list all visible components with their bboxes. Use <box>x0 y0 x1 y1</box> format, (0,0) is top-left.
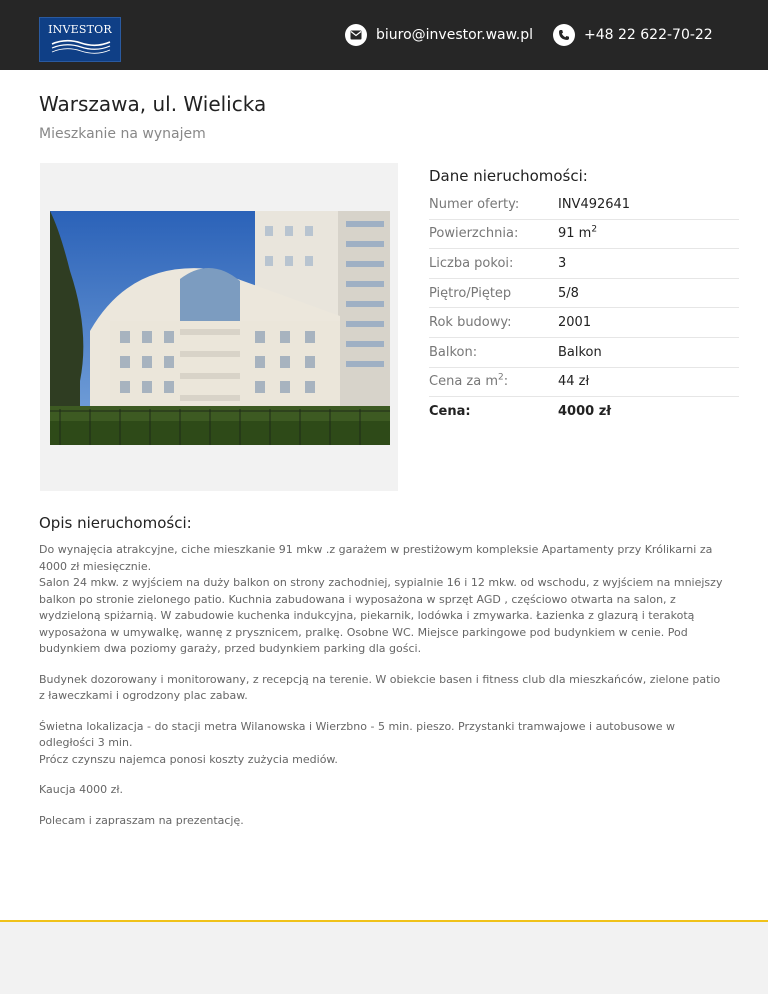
detail-label-suffix: : <box>503 374 509 390</box>
detail-label: Liczba pokoi: <box>429 255 514 271</box>
detail-label: Numer oferty: <box>429 196 520 212</box>
detail-label: Powierzchnia: <box>429 226 519 242</box>
detail-value: 4000 zł <box>558 404 612 420</box>
detail-row-floor <box>429 279 739 309</box>
photo-frame <box>40 163 398 491</box>
detail-row-rooms <box>429 249 739 279</box>
detail-row-balcony <box>429 338 739 368</box>
description-paragraph: Budynek dozorowany i monitorowany, z recepcją na terenie. W obiekcie basen i fitness club dla mieszkańców, zielone patio z ławeczkami i ogrodzony plac zabaw. <box>39 672 721 702</box>
detail-value: 2001 <box>558 315 592 331</box>
detail-value-wrap <box>558 226 597 241</box>
phone-icon <box>553 24 575 46</box>
detail-label: Balkon: <box>429 344 478 360</box>
detail-label: Cena za m <box>429 374 498 390</box>
description-paragraph: Świetna lokalizacja - do stacji metra Wilanowska i Wierzbno - 5 min. pieszo. Przystanki tramwajowe i autobusowe w odległości 3 min. Prócz czynszu najemca ponosi koszty zużycia mediów. <box>39 719 676 766</box>
description-heading: Opis nieruchomości: <box>39 514 192 532</box>
contact-email[interactable] <box>345 24 533 46</box>
description-paragraph: Do wynajęcia atrakcyjne, ciche mieszkanie 91 mkw .z garażem w prestiżowym kompleksie Apartamenty przy Królikarni za 4000 zł miesięcznie. Salon 24 mkw. z wyjściem na duży balkon on strony zachodniej, sypialnie 16 i 12 mkw. od wschodu, z wyjściem na mniejszy balkon po stronie zielonego patio. Kuchnia zabudowana i wyposażona w sprzęt AGD , częściowo otwarta na salon, z wydzieloną spiżarnią. W zabudowie kuchenka indukcyjna, piekarnik, lodówka i zmywarka. Łazienka z glazurą i terakotą wyposażona w umywalkę, wannę z prysznicem, pralkę. Osobne WC. Miejsce parkingowe pod budynkiem w cenie. Pod budynkiem dwa poziomy garaży, przed budynkiem parking dla gości. <box>39 543 723 655</box>
detail-row-price <box>429 397 739 427</box>
detail-row-year-built <box>429 308 739 338</box>
detail-value: 3 <box>558 255 567 271</box>
description-paragraph: Polecam i zapraszam na prezentację. <box>39 813 244 827</box>
page-subtitle: Mieszkanie na wynajem <box>39 126 206 142</box>
logo-text: INVESTOR <box>48 23 112 36</box>
contact-phone[interactable] <box>553 24 713 46</box>
property-photo[interactable] <box>50 211 390 445</box>
detail-value: 44 zł <box>558 374 590 390</box>
detail-value: Balkon <box>558 344 602 360</box>
description-text <box>39 542 729 843</box>
detail-label: Cena: <box>429 404 471 420</box>
details-heading: Dane nieruchomości: <box>429 167 588 185</box>
detail-label-sup: 2 <box>498 373 504 384</box>
detail-value-sup: 2 <box>591 225 598 236</box>
phone-link[interactable]: +48 22 622-70-22 <box>584 27 713 43</box>
detail-value: INV492641 <box>558 196 631 212</box>
details-table <box>429 190 739 427</box>
detail-label-wrap <box>429 374 558 389</box>
envelope-icon <box>345 24 367 46</box>
top-bar <box>0 0 768 70</box>
investor-logo[interactable] <box>39 17 121 62</box>
logo-wave-icon <box>50 38 112 56</box>
detail-row-offer-number <box>429 190 739 220</box>
detail-value: 5/8 <box>558 285 579 301</box>
detail-row-area <box>429 220 739 250</box>
detail-row-price-per-m2 <box>429 368 739 398</box>
detail-label: Rok budowy: <box>429 315 512 331</box>
description-paragraph: Kaucja 4000 zł. <box>39 783 123 796</box>
email-link[interactable]: biuro@investor.waw.pl <box>376 27 534 43</box>
detail-value: 91 m <box>558 226 592 242</box>
page-title: Warszawa, ul. Wielicka <box>39 92 267 116</box>
detail-label: Piętro/Piętер <box>429 285 512 301</box>
footer <box>0 922 768 994</box>
